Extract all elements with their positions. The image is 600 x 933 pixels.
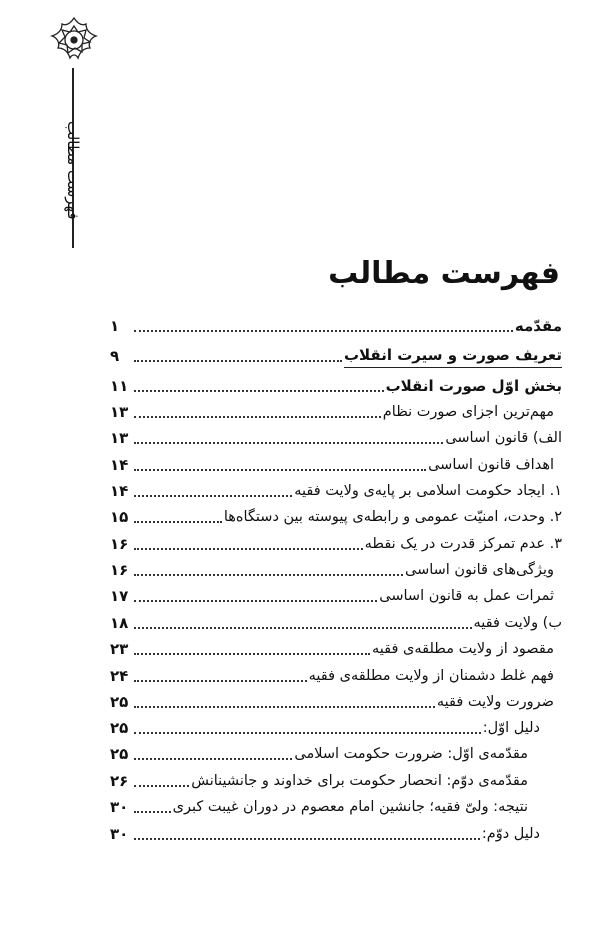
toc-entry-title: ۲. وحدت، امنیّت عمومی و رابطه‌ی پیوسته بین دستگاه‌ها xyxy=(223,509,562,525)
toc-entry-page: ۱۱ xyxy=(110,377,129,395)
toc-entry xyxy=(110,582,554,608)
dot-leader xyxy=(134,442,443,444)
toc-entry xyxy=(110,398,554,424)
toc-entry xyxy=(110,477,562,503)
dot-leader xyxy=(134,330,513,332)
dot-leader xyxy=(134,495,292,497)
toc-entry-title: ویژگی‌های قانون اساسی xyxy=(404,562,554,578)
toc-entry xyxy=(110,342,562,368)
toc-entry xyxy=(110,793,528,819)
toc-entry-page: ۱۳ xyxy=(110,403,129,421)
toc-entry-title: ضرورت ولایت فقیه xyxy=(436,694,554,710)
toc-entry xyxy=(110,688,554,714)
dot-leader xyxy=(134,785,189,787)
toc-entry xyxy=(110,609,562,635)
toc-entry-title: تعریف صورت و سیرت انقلاب xyxy=(344,344,562,368)
toc-entry-page: ۱۴ xyxy=(110,456,129,474)
toc-entry-title: مهم‌ترین اجزای صورت نظام xyxy=(382,404,554,420)
toc-entry xyxy=(110,372,562,398)
page-title: فهرست مطالب xyxy=(328,256,560,291)
dot-leader xyxy=(134,416,381,418)
toc-entry-title: ۳. عدم تمرکز قدرت در یک نقطه xyxy=(364,536,562,552)
dot-leader xyxy=(134,706,435,708)
toc-entry xyxy=(110,312,562,338)
toc-entry-page: ۱۷ xyxy=(110,587,129,605)
toc-entry-page: ۳۰ xyxy=(110,798,129,816)
toc-entry xyxy=(110,740,528,766)
toc-entry-title: دلیل اوّل: xyxy=(482,720,540,736)
toc-entry-title: ب) ولایت فقیه xyxy=(473,615,562,631)
dot-leader xyxy=(134,521,222,523)
toc-entry-title: دلیل دوّم: xyxy=(481,826,540,842)
toc-entry xyxy=(110,556,554,582)
toc-entry-title: بخش اوّل صورت انقلاب xyxy=(385,377,562,395)
toc-entry-title: ۱. ایجاد حکومت اسلامی بر پایه‌ی ولایت فقیه xyxy=(294,483,562,499)
toc-entry-title: فهم غلط دشمنان از ولایت مطلقه‌ی فقیه xyxy=(308,668,554,684)
toc-entry xyxy=(110,503,562,529)
toc-entry-page: ۲۵ xyxy=(110,745,129,763)
toc-entry-title: الف) قانون اساسی xyxy=(445,430,562,446)
toc-entry xyxy=(110,451,554,477)
toc-entry-page: ۲۶ xyxy=(110,772,129,790)
toc-entry-page: ۲۳ xyxy=(110,640,129,658)
toc-entry-page: ۱۵ xyxy=(110,508,129,526)
toc-entry-page: ۲۵ xyxy=(110,693,129,711)
toc-entry-page: ۱ xyxy=(110,317,120,335)
dot-leader xyxy=(134,811,171,813)
dot-leader xyxy=(134,548,363,550)
toc-entry-title: مقصود از ولایت مطلقه‌ی فقیه xyxy=(372,641,554,657)
dot-leader xyxy=(134,574,403,576)
dot-leader xyxy=(134,653,370,655)
dot-leader xyxy=(134,758,292,760)
toc-entry-title: نتیجه: ولیّ فقیه؛ جانشین امام معصوم در دوران غیبت کبری xyxy=(172,799,528,815)
toc-entry xyxy=(110,635,554,661)
toc-entry-title: مقدّمه xyxy=(514,317,562,335)
running-title: فهرست مطالب xyxy=(64,121,82,220)
toc-entry-title: مقدّمه‌ی دوّم: انحصار حکومت برای خداوند و جانشینانش xyxy=(191,773,528,789)
toc-entry-title: مقدّمه‌ی اوّل: ضرورت حکومت اسلامی xyxy=(294,746,528,762)
dot-leader xyxy=(134,469,426,471)
dot-leader xyxy=(134,600,377,602)
dot-leader xyxy=(134,390,384,392)
dot-leader xyxy=(134,360,342,362)
toc-entry xyxy=(110,767,528,793)
toc-entry xyxy=(110,820,540,846)
toc-entry-page: ۹ xyxy=(110,347,120,365)
toc-entry xyxy=(110,424,562,450)
toc-entry-title: ثمرات عمل به قانون اساسی xyxy=(379,588,554,604)
toc-entry-page: ۱۸ xyxy=(110,614,129,632)
toc-entry xyxy=(110,714,540,740)
toc-entry-page: ۱۴ xyxy=(110,482,129,500)
toc-entry-page: ۳۰ xyxy=(110,825,129,843)
dot-leader xyxy=(134,838,480,840)
dot-leader xyxy=(134,680,307,682)
floral-ornament-icon xyxy=(48,14,100,66)
toc-entry-page: ۱۶ xyxy=(110,561,129,579)
toc-entry-page: ۱۳ xyxy=(110,429,129,447)
toc-entry-page: ۱۶ xyxy=(110,535,129,553)
dot-leader xyxy=(134,732,481,734)
dot-leader xyxy=(134,627,472,629)
toc-entry xyxy=(110,662,554,688)
toc-entry xyxy=(110,530,562,556)
toc-entry-title: اهداف قانون اساسی xyxy=(428,457,554,473)
toc-entry-page: ۲۴ xyxy=(110,667,129,685)
toc-entry-page: ۲۵ xyxy=(110,719,129,737)
